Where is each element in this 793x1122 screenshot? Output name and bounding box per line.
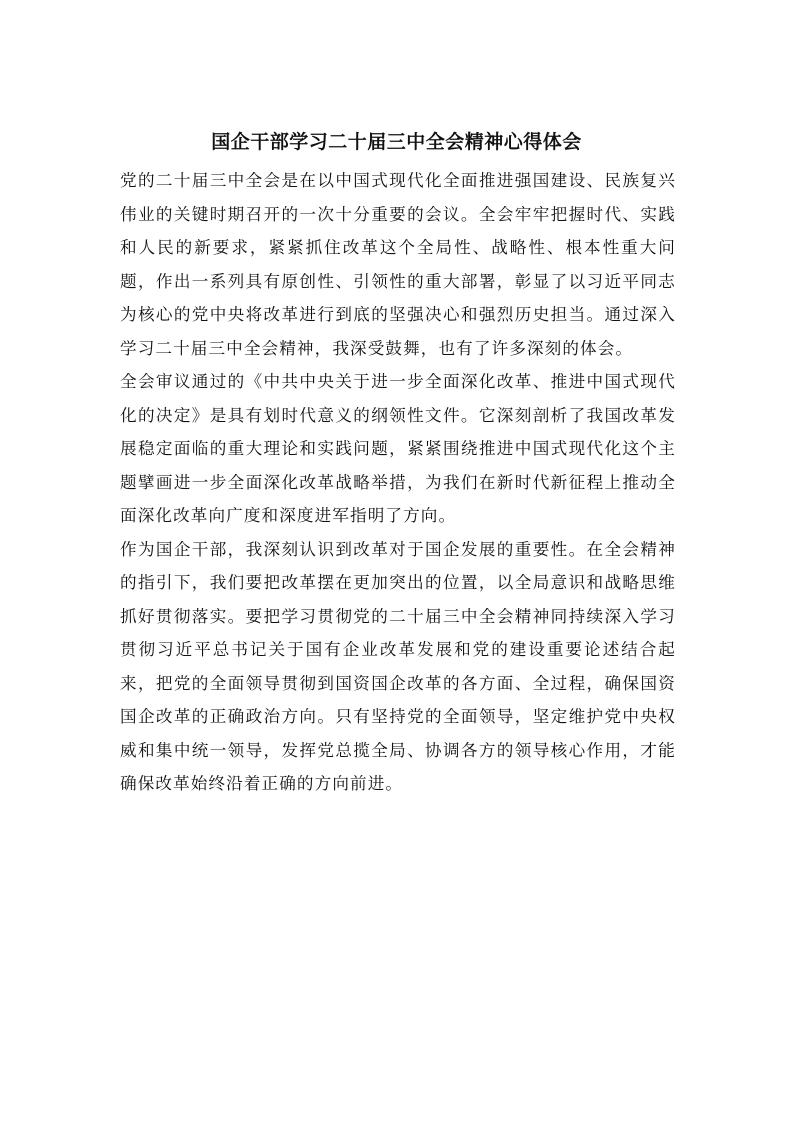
paragraph-1: 党的二十届三中全会是在以中国式现代化全面推进强国建设、民族复兴伟业的关键时期召开的一次十分重要的会议。全会牢牢把握时代、实践和人民的新要求，紧紧抓住改革这个全局性、战略性、根本性重大问题，作出一系列具有原创性、引领性的重大部署，彰显了以习近平同志为核心的党中央将改革进行到底的坚强决心和强烈历史担当。通过深入学习二十届三中全会精神，我深受鼓舞，也有了许多深刻的体会。 xyxy=(120,171,676,358)
document-body xyxy=(120,164,676,801)
paragraph-3: 作为国企干部，我深刻认识到改革对于国企发展的重要性。在全会精神的指引下，我们要把改革摆在更加突出的位置，以全局意识和战略思维抓好贯彻落实。要把学习贯彻党的二十届三中全会精神同持续深入学习贯彻习近平总书记关于国有企业改革发展和党的建设重要论述结合起来，把党的全面领导贯彻到国资国企改革的各方面、全过程，确保国资国企改革的正确政治方向。只有坚持党的全面领导，坚定维护党中央权威和集中统一领导，发挥党总揽全局、协调各方的领导核心作用，才能确保改革始终沿着正确的方向前进。 xyxy=(120,539,676,793)
paragraph-2: 全会审议通过的《中共中央关于进一步全面深化改革、推进中国式现代化的决定》是具有划时代意义的纲领性文件。它深刻剖析了我国改革发展稳定面临的重大理论和实践问题，紧紧围绕推进中国式现代化这个主题擘画进一步全面深化改革战略举措，为我们在新时代新征程上推动全面深化改革向广度和深度进军指明了方向。 xyxy=(120,372,676,525)
document-title: 国企干部学习二十届三中全会精神心得体会 xyxy=(211,131,582,153)
